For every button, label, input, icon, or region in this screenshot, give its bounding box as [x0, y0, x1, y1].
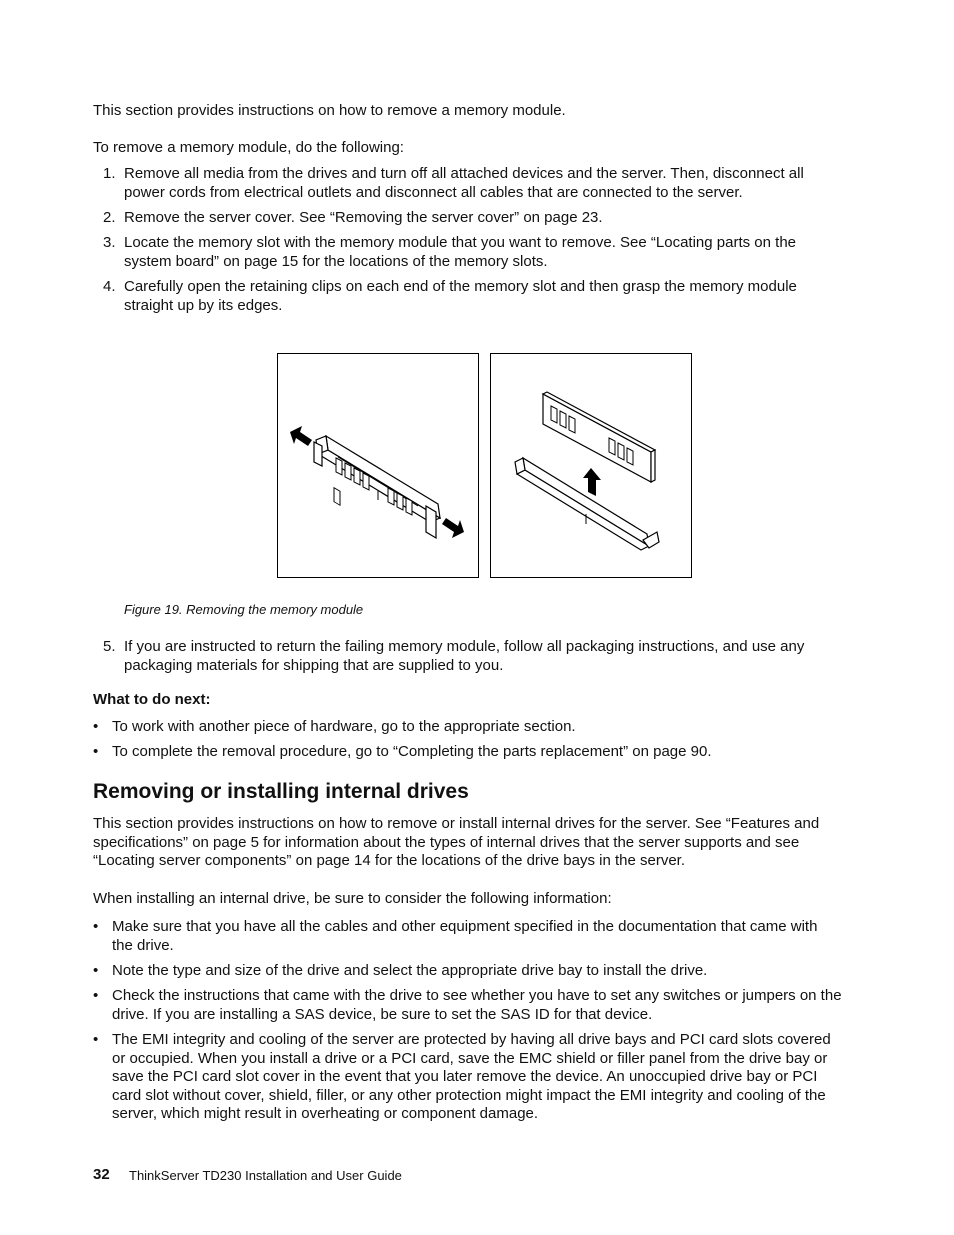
bullet-icon: •	[93, 918, 99, 935]
consider-list-text: Check the instructions that came with the drive to see whether you have to set any switches or jumpers on the drive. If you are installing a SAS device, be sure to set the SAS ID for that device.	[112, 987, 842, 1023]
bullet-icon: •	[93, 962, 99, 979]
consider-list-text: The EMI integrity and cooling of the server are protected by having all drive bays and PCI card slots covered or occupied. When you install a drive or a PCI card, save the EMC shield or filler panel from the drive bay or save the PCI card slot cover in the event that you later remove the device. An unoccupied drive bay or PCI card slot without cover, shield, filler, or any other protection might impact the EMI integrity and cooling of the server, which might result in overheating or component damage.	[112, 1031, 831, 1122]
step-number: 1.	[103, 165, 116, 182]
next-list-text: To work with another piece of hardware, go to the appropriate section.	[112, 718, 576, 735]
consider-list-text: Note the type and size of the drive and select the appropriate drive bay to install the drive.	[112, 962, 708, 979]
next-list-text: To complete the removal procedure, go to “Completing the parts replacement” on page 90.	[112, 743, 712, 760]
section-title: Removing or installing internal drives	[93, 780, 469, 803]
bullet-icon: •	[93, 987, 99, 1004]
step-number: 3.	[103, 234, 116, 251]
section-intro: This section provides instructions on how to remove or install internal drives for the server. See “Features and specifications” on page 5 for information about the types of internal drives that the server supports and see “Locating server components” on page 14 for the locations of the drive bays in the server.	[93, 815, 820, 869]
arrow-up-icon	[583, 468, 601, 496]
what-to-do-next-heading: What to do next:	[93, 691, 211, 708]
bullet-icon: •	[93, 743, 99, 760]
figure-panel-open-clips	[277, 353, 479, 578]
page-number: 32	[93, 1166, 110, 1183]
intro-paragraph: This section provides instructions on how to remove a memory module.	[93, 102, 566, 119]
memory-module-lift-illustration	[491, 354, 691, 577]
arrow-right-down-icon	[442, 518, 464, 538]
step-text: Remove all media from the drives and turn off all attached devices and the server. Then, disconnect all power cords from electrical outlets and disconnect all cables that are connected to the server.	[124, 165, 804, 201]
step-number: 5.	[103, 638, 116, 655]
figure-panel-lift-module	[490, 353, 692, 578]
bullet-icon: •	[93, 718, 99, 735]
step-number: 4.	[103, 278, 116, 295]
footer-title: ThinkServer TD230 Installation and User Guide	[129, 1168, 402, 1183]
step-text: Remove the server cover. See “Removing the server cover” on page 23.	[124, 209, 603, 226]
arrow-left-up-icon	[290, 426, 312, 446]
consider-lead: When installing an internal drive, be sure to consider the following information:	[93, 890, 612, 907]
step-text: Locate the memory slot with the memory module that you want to remove. See “Locating parts on the system board” on page 15 for the locations of the memory slots.	[124, 234, 797, 270]
figure-caption: Figure 19. Removing the memory module	[124, 602, 364, 617]
bullet-icon: •	[93, 1031, 99, 1048]
steps-lead: To remove a memory module, do the following:	[93, 139, 404, 156]
step-text: Carefully open the retaining clips on each end of the memory slot and then grasp the memory module straight up by its edges.	[124, 278, 797, 314]
memory-slot-open-clips-illustration	[278, 354, 478, 577]
consider-list-text: Make sure that you have all the cables and other equipment specified in the documentation that came with the drive.	[112, 918, 818, 954]
step-number: 2.	[103, 209, 116, 226]
step-text: If you are instructed to return the failing memory module, follow all packaging instructions, and use any packaging materials for shipping that are supplied to you.	[124, 638, 805, 674]
